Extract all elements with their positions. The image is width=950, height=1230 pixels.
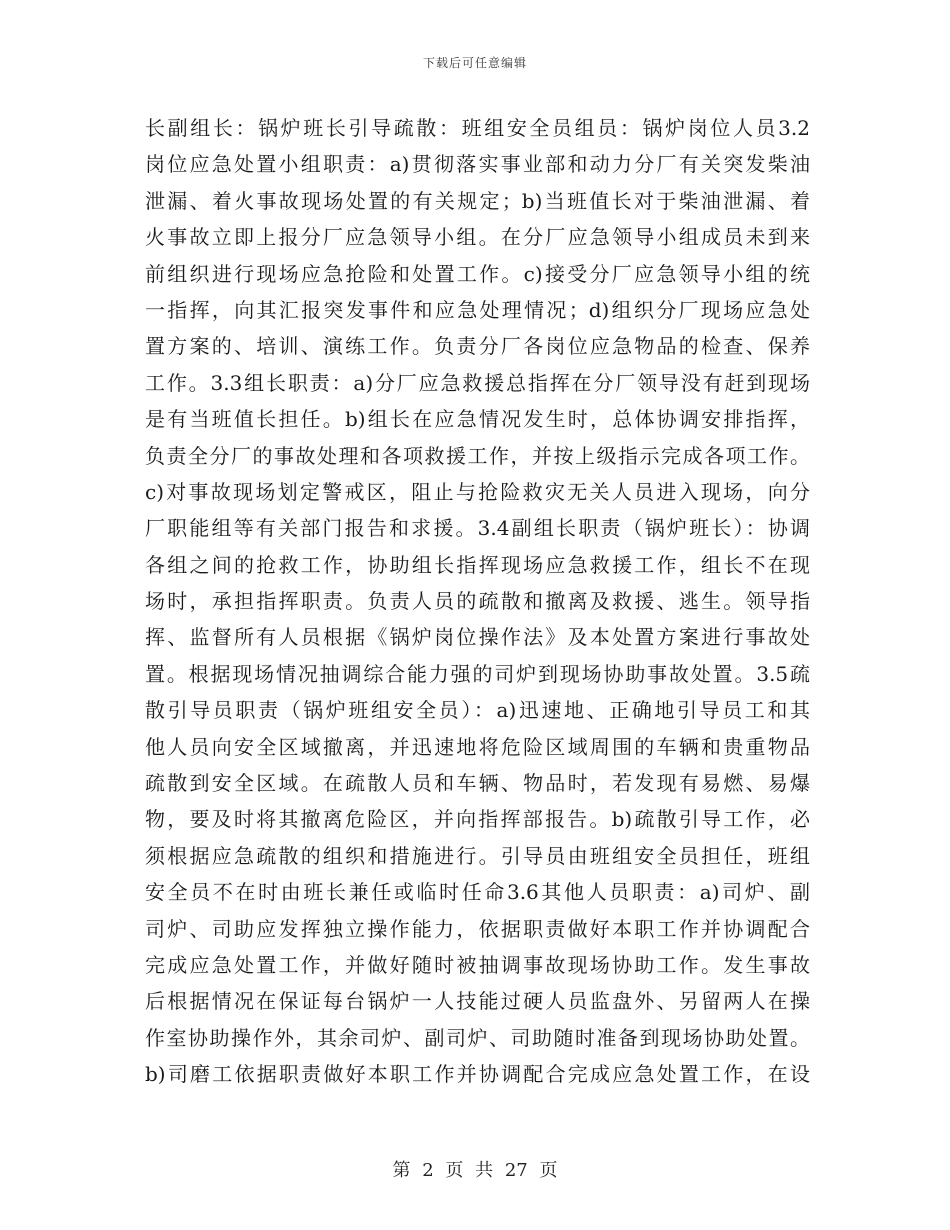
text-line: 他人员向安全区域撤离，并迅速地将危险区域周围的车辆和贵重物品 — [145, 734, 810, 759]
page-number-footer: 第 2 页 共 27 页 — [392, 1160, 558, 1181]
text-line: 挥、监督所有人员根据《锅炉岗位操作法》及本处置方案进行事故处 — [145, 625, 810, 650]
text-line: 长副组长：锅炉班长引导疏散：班组安全员组员：锅炉岗位人员3.2 — [145, 116, 810, 140]
text-line: 须根据应急疏散的组织和措施进行。引导员由班组安全员担任，班组 — [145, 843, 810, 868]
text-line: 场时，承担指挥职责。负责人员的疏散和撤离及救援、逃生。领导指 — [145, 589, 810, 614]
text-line: 后根据情况在保证每台锅炉一人技能过硬人员监盘外、另留两人在操 — [145, 989, 810, 1014]
text-line: 岗位应急处置小组职责：a)贯彻落实事业部和动力分厂有关突发柴油 — [145, 152, 810, 177]
text-line: 安全员不在时由班长兼任或临时任命3.6其他人员职责：a)司炉、副 — [145, 880, 810, 905]
text-line: 工作。3.3组长职责：a)分厂应急救援总指挥在分厂领导没有赶到现场 — [145, 370, 810, 395]
text-line: 置方案的、培训、演练工作。负责分厂各岗位应急物品的检查、保养 — [145, 334, 810, 359]
text-line: 作室协助操作外，其余司炉、副司炉、司助随时准备到现场协助处置。 — [145, 1025, 810, 1050]
text-line: 物，要及时将其撤离危险区，并向指挥部报告。b)疏散引导工作，必 — [145, 807, 810, 832]
text-line: b)司磨工依据职责做好本职工作并协调配合完成应急处置工作，在设 — [145, 1062, 810, 1087]
text-line: 置。根据现场情况抽调综合能力强的司炉到现场协助事故处置。3.5疏 — [145, 661, 810, 686]
text-line: c)对事故现场划定警戒区，阻止与抢险救灾无关人员进入现场，向分 — [145, 479, 810, 504]
text-line: 一指挥，向其汇报突发事件和应急处理情况；d)组织分厂现场应急处 — [145, 297, 810, 322]
text-line: 火事故立即上报分厂应急领导小组。在分厂应急领导小组成员未到来 — [145, 225, 810, 250]
page-header: 下载后可任意编辑 — [422, 56, 527, 70]
text-line: 泄漏、着火事故现场处置的有关规定；b)当班值长对于柴油泄漏、着 — [145, 188, 810, 213]
text-line: 前组织进行现场应急抢险和处置工作。c)接受分厂应急领导小组的统 — [145, 261, 810, 286]
text-line: 是有当班值长担任。b)组长在应急情况发生时，总体协调安排指挥， — [145, 407, 810, 432]
text-line: 各组之间的抢救工作，协助组长指挥现场应急救援工作，组长不在现 — [145, 552, 810, 577]
text-line: 厂职能组等有关部门报告和求援。3.4副组长职责（锅炉班长）：协调 — [145, 516, 810, 541]
text-line: 疏散到安全区域。在疏散人员和车辆、物品时，若发现有易燃、易爆 — [145, 771, 810, 796]
document-body — [145, 110, 810, 1093]
text-line: 司炉、司助应发挥独立操作能力，依据职责做好本职工作并协调配合 — [145, 916, 810, 941]
text-line: 散引导员职责（锅炉班组安全员）：a)迅速地、正确地引导员工和其 — [145, 698, 810, 723]
text-line: 完成应急处置工作，并做好随时被抽调事故现场协助工作。发生事故 — [145, 952, 810, 977]
text-line: 负责全分厂的事故处理和各项救援工作，并按上级指示完成各项工作。 — [145, 443, 810, 468]
